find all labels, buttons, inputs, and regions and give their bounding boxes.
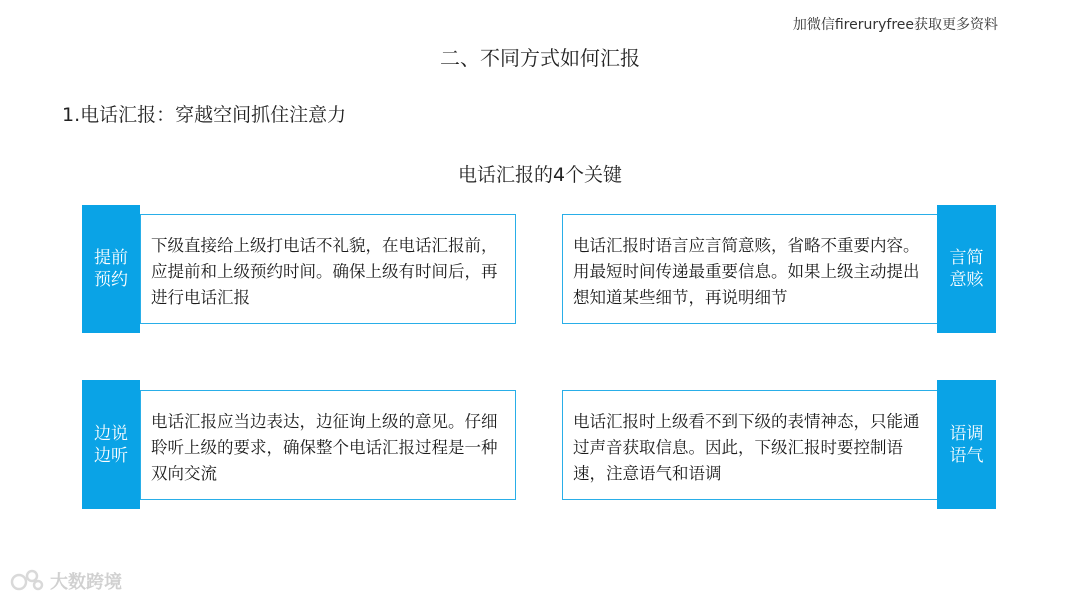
- logo-icon: [10, 568, 44, 594]
- tag-concise: [937, 205, 996, 333]
- subtitle: 1.电话汇报：穿越空间抓住注意力: [62, 104, 347, 126]
- tag-speak-and-listen: [82, 380, 140, 509]
- card-text-box: 电话汇报时语言应言简意赅，省略不重要内容。用最短时间传递最重要信息。如果上级主动提出想知道某些细节，再说明细节: [562, 214, 938, 324]
- tag-label: 提前 预约: [94, 248, 128, 290]
- center-heading: 电话汇报的4个关键: [457, 164, 623, 186]
- logo-text: 大数跨境: [50, 572, 122, 593]
- tag-label: 边说 边听: [94, 423, 128, 466]
- watermark-text: 加微信fireruryfree获取更多资料: [792, 17, 998, 33]
- section-title: 二、不同方式如何汇报: [440, 46, 640, 70]
- card-text-box: 电话汇报时上级看不到下级的表情神态，只能通过声音获取信息。因此，下级汇报时要控制语速，注意语气和语调: [562, 390, 938, 500]
- card-text-box: 下级直接给上级打电话不礼貌，在电话汇报前，应提前和上级预约时间。确保上级有时间后，再进行电话汇报: [140, 214, 516, 324]
- tag-label: 语调 语气: [949, 423, 984, 466]
- tag-label: 言简 意赅: [949, 248, 984, 290]
- brand-logo: [10, 568, 122, 594]
- tag-tone: [937, 380, 996, 509]
- tag-advance-appointment: [82, 205, 140, 333]
- card-text-box: 电话汇报应当边表达，边征询上级的意见。仔细聆听上级的要求，确保整个电话汇报过程是一种双向交流: [140, 390, 516, 500]
